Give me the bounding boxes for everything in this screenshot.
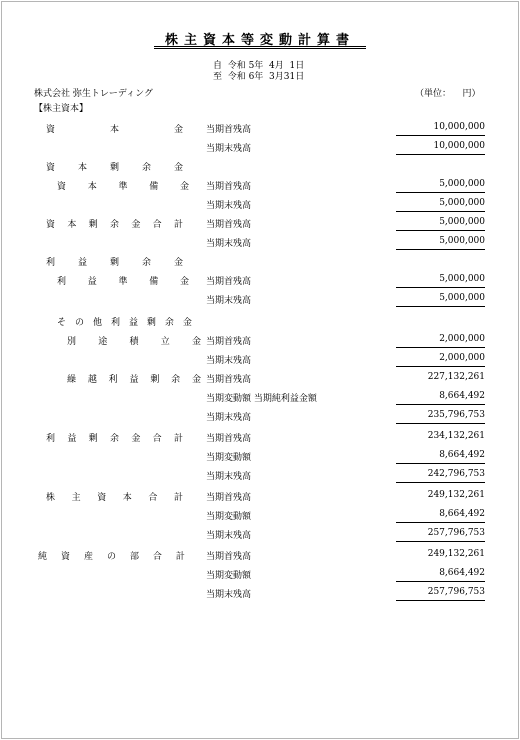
row-amount: 8,664,492	[439, 450, 485, 460]
row-amount: 5,000,000	[439, 236, 485, 246]
row-amount: 234,132,261	[427, 431, 485, 441]
table-row	[0, 564, 520, 583]
row-amount: 5,000,000	[439, 293, 485, 303]
table-row	[0, 175, 520, 194]
table-row	[0, 505, 520, 524]
row-amount: 8,664,492	[439, 568, 485, 578]
row-item: 当期末残高	[206, 144, 252, 154]
row-amount: 10,000,000	[433, 141, 485, 151]
amount-underline	[396, 541, 485, 542]
company-name: 株式会社 弥生トレーディング	[34, 89, 153, 99]
unit-label: （単位： 円）	[415, 89, 481, 99]
table-row	[0, 156, 520, 175]
amount-underline	[396, 154, 485, 155]
table-row	[0, 330, 520, 349]
amount-underline	[396, 249, 485, 250]
row-label: 資 本 剰 余 金 合 計	[46, 220, 183, 230]
amount-underline	[396, 423, 485, 424]
title-underline	[154, 46, 366, 49]
table-row	[0, 194, 520, 213]
row-amount: 5,000,000	[439, 198, 485, 208]
row-amount: 249,132,261	[427, 549, 485, 559]
row-amount: 10,000,000	[433, 122, 485, 132]
amount-underline	[396, 230, 485, 231]
amount-underline	[396, 211, 485, 212]
table-row	[0, 289, 520, 308]
row-item: 当期首残高	[206, 375, 252, 385]
row-amount: 235,796,753	[427, 410, 485, 420]
row-label: 利 益 剰 余 金 合 計	[46, 434, 183, 444]
row-item: 当期末残高	[206, 590, 252, 600]
amount-underline	[396, 482, 485, 483]
row-label: 資 本 剰 余 金	[46, 163, 183, 173]
table-row	[0, 118, 520, 137]
row-item: 当期末残高	[206, 296, 252, 306]
row-item: 当期変動額	[206, 571, 252, 581]
row-item: 当期変動額	[206, 453, 252, 463]
row-label: 資 本 準 備 金	[57, 182, 189, 192]
table-row	[0, 270, 520, 289]
table-row	[0, 232, 520, 251]
row-amount: 2,000,000	[439, 334, 485, 344]
row-label: 別 途 積 立 金	[67, 337, 201, 347]
table-row	[0, 368, 520, 387]
table-row	[0, 137, 520, 156]
row-amount: 2,000,000	[439, 353, 485, 363]
table-row	[0, 311, 520, 330]
table-row	[0, 524, 520, 543]
row-amount: 5,000,000	[439, 179, 485, 189]
amount-underline	[396, 347, 485, 348]
amount-underline	[396, 522, 485, 523]
table-row	[0, 406, 520, 425]
table-row	[0, 545, 520, 564]
table-row	[0, 427, 520, 446]
table-row	[0, 349, 520, 368]
row-item: 当期首残高	[206, 434, 252, 444]
period-from: 自 令和 5年 4月 1日	[213, 61, 305, 71]
row-item: 当期首残高	[206, 277, 252, 287]
row-item: 当期首残高	[206, 552, 252, 562]
row-label: 純 資 産 の 部 合 計	[38, 552, 185, 562]
row-item: 当期変動額 当期純利益金額	[206, 394, 317, 404]
row-item: 当期末残高	[206, 239, 252, 249]
amount-underline	[396, 463, 485, 464]
table-row	[0, 213, 520, 232]
row-item: 当期首残高	[206, 125, 252, 135]
row-amount: 257,796,753	[427, 528, 485, 538]
row-item: 当期首残高	[206, 220, 252, 230]
row-label: 資 本 金	[46, 125, 183, 135]
amount-underline	[396, 287, 485, 288]
row-item: 当期首残高	[206, 493, 252, 503]
table-row	[0, 387, 520, 406]
table-row	[0, 446, 520, 465]
row-label: 繰 越 利 益 剰 余 金	[67, 375, 201, 385]
row-item: 当期変動額	[206, 512, 252, 522]
row-amount: 8,664,492	[439, 509, 485, 519]
row-item: 当期末残高	[206, 413, 252, 423]
row-amount: 227,132,261	[427, 372, 485, 382]
row-label: 利 益 準 備 金	[57, 277, 189, 287]
row-amount: 8,664,492	[439, 391, 485, 401]
row-label: そ の 他 利 益 剰 余 金	[57, 318, 192, 328]
table-row	[0, 486, 520, 505]
period-to: 至 令和 6年 3月31日	[213, 72, 305, 82]
table-row	[0, 465, 520, 484]
amount-underline	[396, 366, 485, 367]
section-heading: 【株主資本】	[34, 104, 89, 114]
table-row	[0, 251, 520, 270]
row-amount: 5,000,000	[439, 217, 485, 227]
amount-underline	[396, 135, 485, 136]
row-label: 株 主 資 本 合 計	[46, 493, 183, 503]
amount-underline	[396, 581, 485, 582]
amount-underline	[396, 306, 485, 307]
amount-underline	[396, 192, 485, 193]
row-amount: 242,796,753	[427, 469, 485, 479]
row-item: 当期首残高	[206, 337, 252, 347]
row-item: 当期末残高	[206, 201, 252, 211]
row-item: 当期末残高	[206, 531, 252, 541]
row-item: 当期末残高	[206, 472, 252, 482]
row-amount: 249,132,261	[427, 490, 485, 500]
amount-underline	[396, 404, 485, 405]
report-title: 株主資本等変動計算書	[164, 33, 355, 48]
amount-underline	[396, 600, 485, 601]
row-item: 当期末残高	[206, 356, 252, 366]
row-item: 当期首残高	[206, 182, 252, 192]
row-amount: 257,796,753	[427, 587, 485, 597]
row-amount: 5,000,000	[439, 274, 485, 284]
table-row	[0, 583, 520, 602]
row-label: 利 益 剰 余 金	[46, 258, 183, 268]
